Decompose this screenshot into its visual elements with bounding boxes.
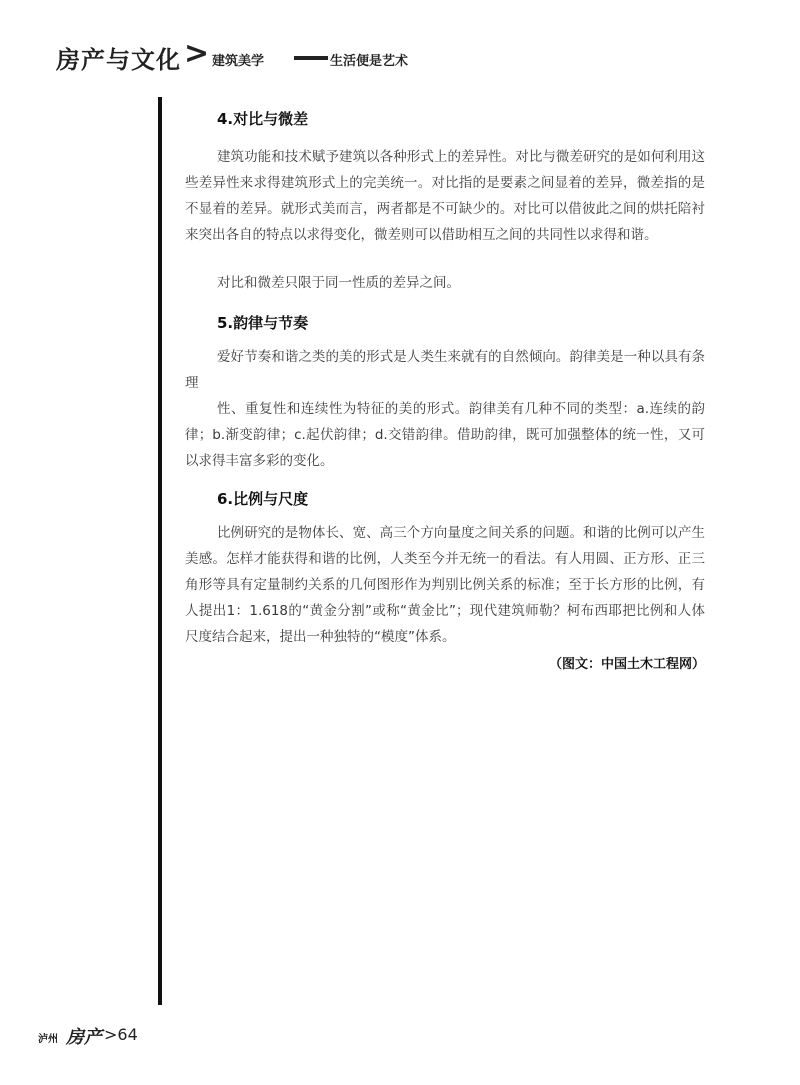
paragraph: 爱好节奏和谐之类的美的形式是人类生来就有的自然倾向。韵律美是一种以具有条理 — [185, 349, 705, 391]
footer-city: 泸州 — [38, 1034, 58, 1045]
header-subtitle-part2: 生活便是艺术 — [330, 54, 409, 69]
vertical-rule — [158, 97, 162, 1005]
page-number: >64 — [104, 1025, 138, 1044]
header-subtitle-part1: 建筑美学 — [212, 54, 265, 69]
paragraph: 对比和微差只限于同一性质的差异之间。 — [217, 275, 460, 291]
chevron-right-icon: > — [184, 36, 210, 71]
section-heading-contrast: 4.对比与微差 — [217, 110, 309, 128]
section-heading-rhythm: 5.韵律与节奏 — [217, 314, 309, 332]
paragraph: 比例研究的是物体长、宽、高三个方向量度之间关系的问题。和谐的比例可以产生美感。怎样才能获得和谐的比例，人类至今并无统一的看法。有人用圆、正方形、正三角形等具有定量制约关系的几何图形作为判别比例关系的标准；至于长方形的比例，有人提出1：1.618的“黄金分割”或称“黄金比”；现代建筑师勒？柯布西耶把比例和人体尺度结合起来，提出一种独特的“模度”体系。 — [185, 525, 705, 645]
section-title: 房产与文化 — [56, 46, 181, 74]
section-heading-proportion: 6.比例与尺度 — [217, 490, 309, 508]
image-text-credit: （图文：中国土木工程网） — [548, 657, 705, 672]
paragraph: 建筑功能和技术赋予建筑以各种形式上的差异性。对比与微差研究的是如何利用这些差异性来求得建筑形式上的完美统一。对比指的是要素之间显着的差异，微差指的是不显着的差异。就形式美而言，两者都是不可缺少的。对比可以借彼此之间的烘托陪衬来突出各自的特点以求得变化，微差则可以借助相互之间的共同性以求得和谐。 — [185, 149, 705, 243]
header-dash-divider — [294, 56, 328, 60]
footer-magazine-logo: 房产 — [66, 1027, 102, 1048]
paragraph: 性、重复性和连续性为特征的美的形式。韵律美有几种不同的类型：a.连续的韵律；b.渐变韵律；c.起伏韵律；d.交错韵律。借助韵律，既可加强整体的统一性，又可以求得丰富多彩的变化。 — [185, 401, 705, 469]
